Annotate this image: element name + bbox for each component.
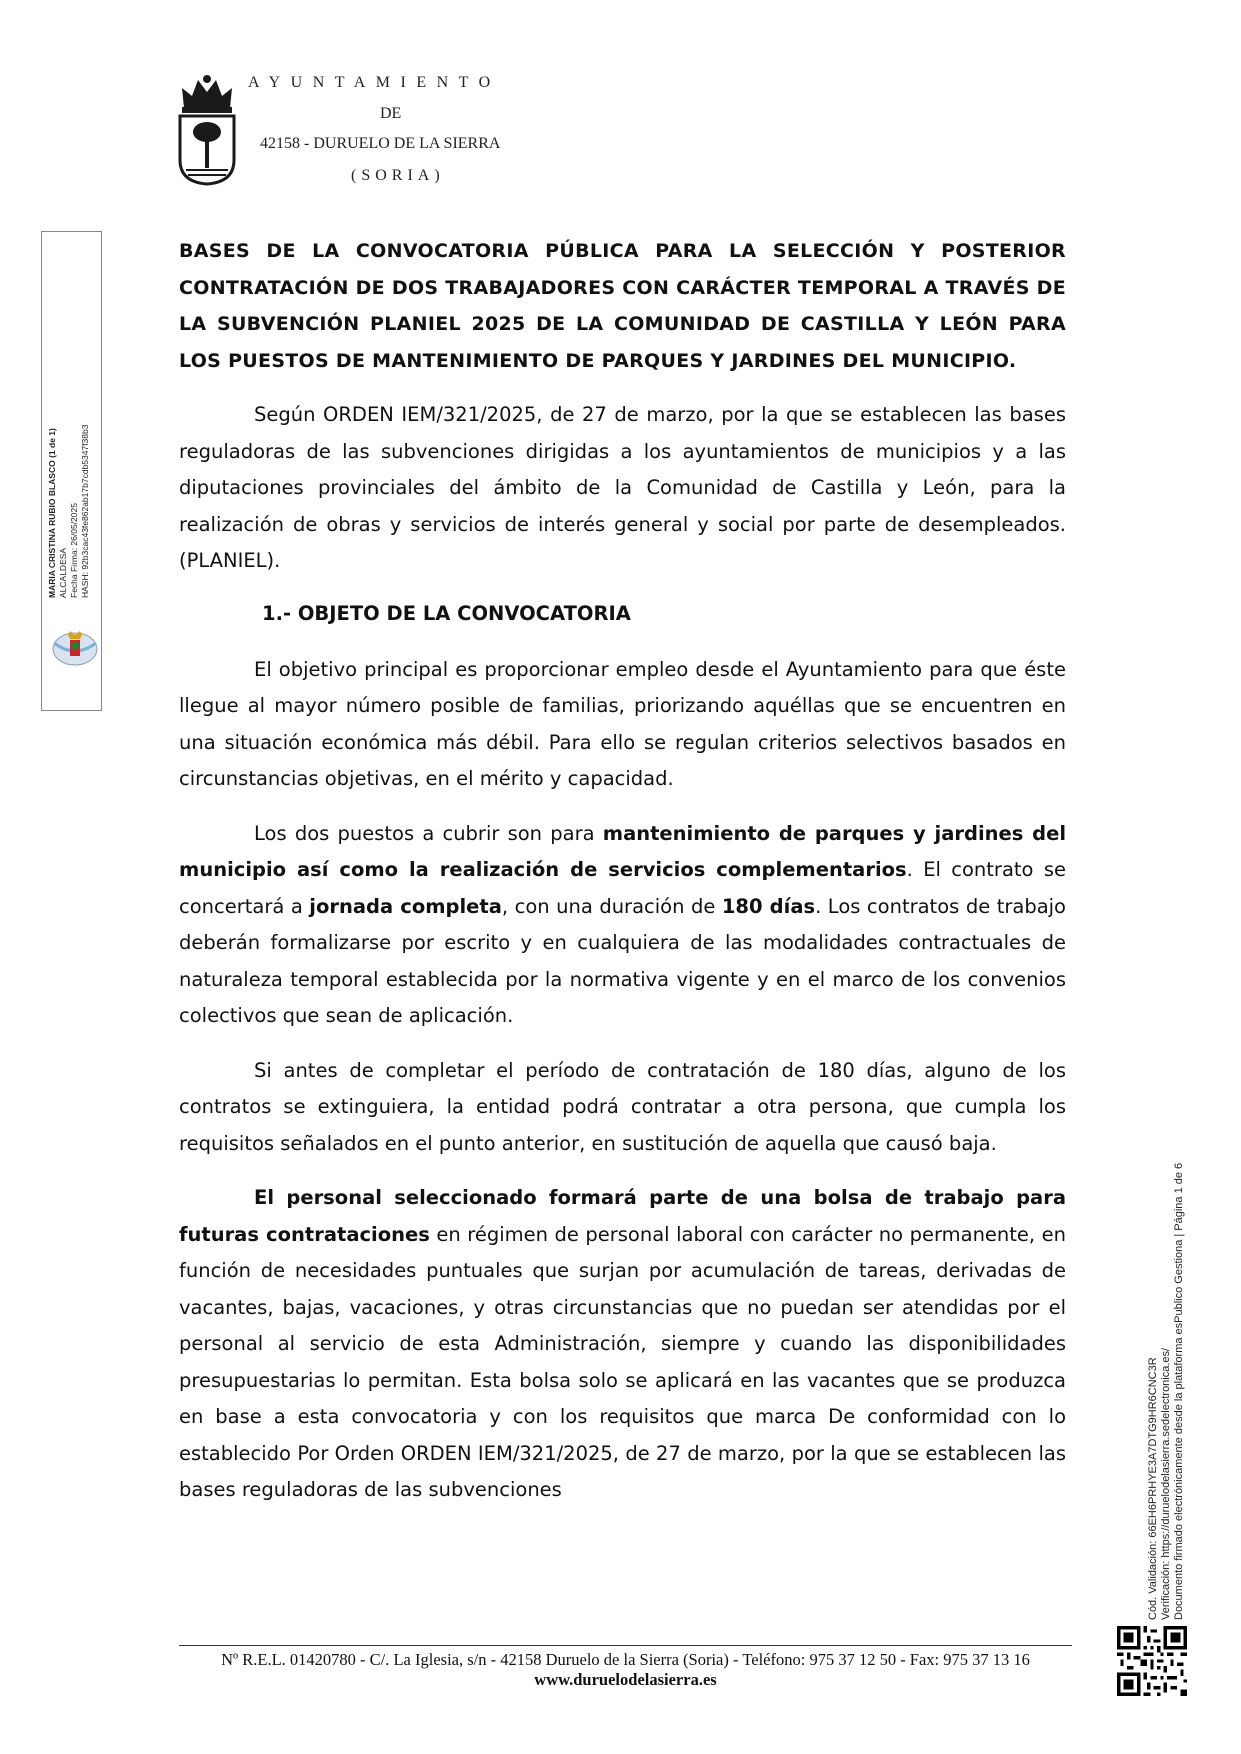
positions-text-2: . El contrato se concertará a xyxy=(179,858,1066,918)
qr-code-icon xyxy=(1117,1626,1187,1696)
job-pool-text: en régimen de personal laboral con carácter no permanente, en función de necesidades puntuales que surjan por acumulación de tareas, derivadas de vacantes, bajas, vacaciones, y otras circunstancias que no puedan ser atendidas por el personal al servicio de esta Administración, siempre y cuando las disponibilidades presupuestarias lo permitan. Esta bolsa solo se aplicará en las vacantes que se produzca en base a esta convocatoria y con los requisitos que marca De conformidad con lo establecido Por Orden ORDEN IEM/321/2025, de 27 de marzo, por la que se establecen las bases reguladoras de las subvenciones xyxy=(179,1222,1066,1501)
positions-paragraph xyxy=(179,816,1066,1035)
signature-hash: HASH: 92b3cac43fe862ab17b7cdb5347f38b3 xyxy=(80,424,90,598)
letterhead-line-4: (SORIA) xyxy=(351,167,445,184)
intro-paragraph: Según ORDEN IEM/321/2025, de 27 de marzo, por la que se establecen las bases reguladoras de las subvenciones dirigidas a los ayuntamientos de municipios y a las diputaciones provinciales del ámbito de la Comunidad de Castilla y León, para la realización de obras y servicios de interés general y social por parte de desempleados. (PLANIEL). xyxy=(179,403,1066,572)
job-pool-paragraph xyxy=(179,1180,1066,1509)
validation-code: Cód. Validación: 66EH6PRHYE3A7DTG9HR6CNC3R xyxy=(1147,1357,1159,1620)
letterhead-line-1: AYUNTAMIENTO xyxy=(248,74,501,91)
signature-stamp-text xyxy=(47,358,91,598)
coat-of-arms-icon xyxy=(176,74,238,186)
letterhead xyxy=(176,72,576,192)
signer-role: ALCALDESA xyxy=(58,547,68,598)
job-pool-bold: El personal seleccionado formará parte de una bolsa de trabajo para futuras contrataciones xyxy=(179,1186,1066,1246)
electronic-signature-note: Documento firmado electrónicamente desde la plataforma esPublico Gestiona | Página 1 de 6 xyxy=(1173,1162,1185,1620)
document-body xyxy=(179,233,1066,1509)
positions-bold-2: jornada completa xyxy=(309,894,502,918)
verification-url: Verificación: https://duruelodelasierra.sedelectronica.es/ xyxy=(1160,1347,1172,1620)
positions-bold-1: mantenimiento de parques y jardines del municipio así como la realización de servicios complementarios xyxy=(179,821,1067,881)
positions-text-3: , con una duración de xyxy=(501,894,722,918)
positions-bold-3: 180 días xyxy=(721,894,816,918)
signer-name: MARIA CRISTINA RUBIO BLASCO (1 de 1) xyxy=(47,428,57,598)
letterhead-line-2: DE xyxy=(380,105,402,122)
document-title: BASES DE LA CONVOCATORIA PÚBLICA PARA LA SELECCIÓN Y POSTERIOR CONTRATACIÓN DE DOS TRABAJADORES CON CARÁCTER TEMPORAL A TRAVÉS DE LA SUBVENCIÓN PLANIEL 2025 DE LA COMUNIDAD DE CASTILLA Y LEÓN PARA LOS PUESTOS DE MANTENIMIENTO DE PARQUES Y JARDINES DEL MUNICIPIO. xyxy=(179,240,1066,372)
positions-text-1: Los dos puestos a cubrir son para xyxy=(254,821,603,845)
validation-strip xyxy=(1147,1100,1186,1620)
positions-text-4: . Los contratos de trabajo deberán formalizarse por escrito y en cualquiera de las modalidades contractuales de naturaleza temporal establecida por la normativa vigente y en el marco de los convenios colectivos que sean de aplicación. xyxy=(179,894,1066,1027)
footer-address: Nº R.E.L. 01420780 - C/. La Iglesia, s/n - 42158 Duruelo de la Sierra (Soria) - Teléfono: 975 37 12 50 - Fax: 975 37 13 16 xyxy=(221,1650,1030,1669)
footer-website: www.duruelodelasierra.es xyxy=(534,1670,717,1689)
letterhead-line-3: 42158 - DURUELO DE LA SIERRA xyxy=(260,135,501,152)
footer-divider xyxy=(179,1645,1072,1646)
municipal-seal-icon xyxy=(50,629,100,669)
substitution-paragraph: Si antes de completar el período de contratación de 180 días, alguno de los contratos se extinguiera, la entidad podrá contratar a otra persona, que cumpla los requisitos señalados en el punto anterior, en sustitución de aquella que causó baja. xyxy=(179,1058,1066,1155)
objective-paragraph: El objetivo principal es proporcionar empleo desde el Ayuntamiento para que éste llegue al mayor número posible de familias, priorizando aquéllas que se encuentren en una situación económica más débil. Para ello se regulan criterios selectivos basados en circunstancias objetivas, en el mérito y capacidad. xyxy=(179,657,1066,790)
section-1-heading: 1.- OBJETO DE LA CONVOCATORIA xyxy=(262,601,631,625)
signature-date: Fecha Firma: 26/05/2025 xyxy=(69,503,79,598)
